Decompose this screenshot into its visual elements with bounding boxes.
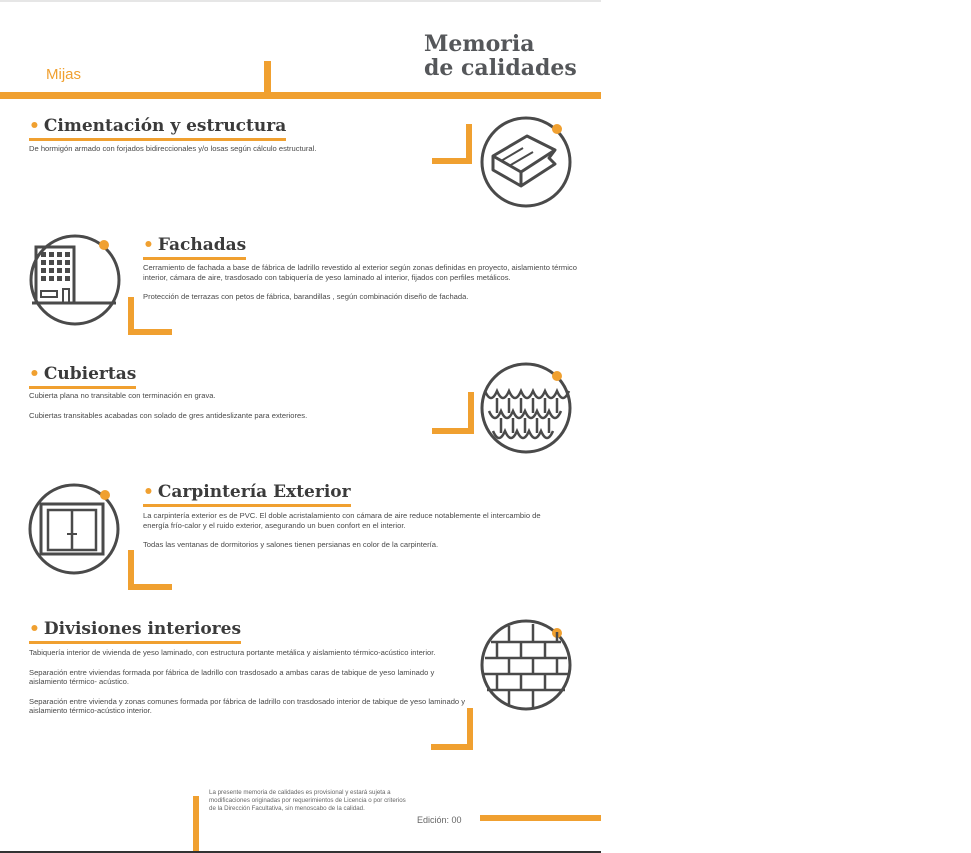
- paragraph: De hormigón armado con forjados bidireccionales y/o losas según cálculo estructural.: [29, 144, 317, 153]
- edition-label: Edición: 00: [417, 815, 462, 825]
- section-body-cimentacion: [29, 144, 449, 164]
- top-divider: [0, 0, 601, 2]
- header-bar: [0, 92, 601, 99]
- footer-disclaimer: La presente memoria de calidades es provisional y estará sujeta a modificaciones originadas por requerimientos de Licencia o por criterios de la Dirección Facultativa, sin menoscabo de la calidad.: [209, 789, 406, 812]
- section-heading-fachadas: • Fachadas: [143, 235, 246, 260]
- section-body-fachadas: [143, 263, 583, 312]
- paragraph: Cubiertas transitables acabadas con solado de gres antideslizante para exteriores.: [29, 410, 308, 420]
- paragraph: Protección de terrazas con petos de fábrica, barandillas , según combinación diseño de fachada.: [143, 292, 469, 301]
- paragraph: La carpintería exterior es de PVC. El doble acristalamiento con cámara de aire reduce notablemente el intercambio de energía frío-calor y el ruido exterior, asegurando un buen confort en el interior.: [143, 511, 541, 530]
- header-bar-tick: [264, 61, 271, 94]
- paragraph: Separación entre vivienda y zonas comunes formada por fábrica de ladrillo con trasdosado interior de tabique de yeso laminado y aislamiento térmico-acústico interior.: [29, 696, 466, 715]
- brick-wall-icon: [479, 618, 575, 714]
- section-body-cubiertas: [29, 391, 449, 430]
- slab-icon: [479, 114, 575, 210]
- title-line-2: de calidades: [424, 55, 577, 81]
- roof-tiles-icon: [479, 361, 575, 457]
- section-heading-divisiones: • Divisiones interiores: [29, 619, 241, 644]
- corner-bracket: [431, 708, 473, 750]
- window-icon: [27, 482, 123, 578]
- page-title: [424, 32, 577, 80]
- corner-bracket: [432, 392, 474, 434]
- section-body-carpinteria: [143, 511, 563, 560]
- section-heading-cubiertas: • Cubiertas: [29, 364, 136, 389]
- corner-bracket: [432, 124, 472, 164]
- paragraph: Cerramiento de fachada a base de fábrica de ladrillo revestido al exterior según zonas definidas en proyecto, aislamiento térmico interior, cámara de aire, trasdosado con tabiquería de yeso laminado al interior, fijados con perfiles metálicos.: [143, 263, 577, 282]
- title-line-1: Memoria: [424, 31, 535, 57]
- footer-tick: [193, 796, 199, 853]
- paragraph: Todas las ventanas de dormitorios y salones tienen persianas en color de la carpintería.: [143, 540, 439, 549]
- location-label: Mijas: [46, 66, 82, 83]
- paragraph: Separación entre viviendas formada por fábrica de ladrillo con trasdosado a ambas caras de tabique de yeso laminado y aislamiento térmico- acústico.: [29, 667, 435, 686]
- section-heading-cimentacion: • Cimentación y estructura: [29, 116, 286, 141]
- paragraph: Tabiquería interior de vivienda de yeso laminado, con estructura portante metálica y aislamiento térmico-acústico interior.: [29, 648, 436, 657]
- section-body-divisiones: [29, 648, 469, 726]
- footer-bar: [480, 815, 601, 821]
- building-icon: [28, 233, 124, 329]
- paragraph: Cubierta plana no transitable con terminación en grava.: [29, 391, 216, 400]
- section-heading-carpinteria: • Carpintería Exterior: [143, 482, 351, 507]
